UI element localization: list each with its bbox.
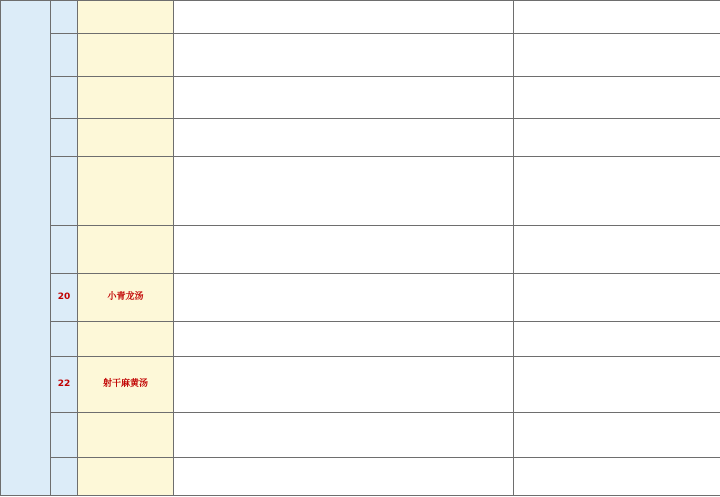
table-row [1, 34, 720, 77]
table-row [1, 458, 720, 496]
formula-composition [174, 274, 514, 322]
table-row [1, 322, 720, 357]
formula-name [78, 226, 174, 274]
row-number [51, 157, 78, 226]
table-row [1, 357, 720, 413]
row-number [51, 34, 78, 77]
table-row [1, 77, 720, 119]
formula-indication [514, 157, 720, 226]
row-number [51, 77, 78, 119]
formula-composition [174, 413, 514, 458]
formula-name [78, 77, 174, 119]
formula-name [78, 157, 174, 226]
formula-name: 小青龙汤 [78, 274, 174, 322]
formula-composition [174, 157, 514, 226]
formula-composition [174, 226, 514, 274]
table-row [1, 157, 720, 226]
formula-name [78, 413, 174, 458]
chapter-cell [1, 1, 51, 496]
formula-composition [174, 119, 514, 157]
formula-name [78, 1, 174, 34]
formula-indication [514, 77, 720, 119]
formula-composition [174, 1, 514, 34]
formula-indication [514, 322, 720, 357]
formula-composition [174, 77, 514, 119]
row-number [51, 458, 78, 496]
formula-name [78, 119, 174, 157]
table-row [1, 413, 720, 458]
row-number: 22 [51, 357, 78, 413]
formula-indication [514, 413, 720, 458]
table-row [1, 1, 720, 34]
formula-name [78, 458, 174, 496]
row-number [51, 413, 78, 458]
row-number: 20 [51, 274, 78, 322]
formula-indication [514, 119, 720, 157]
formula-indication [514, 34, 720, 77]
table-row [1, 226, 720, 274]
row-number [51, 1, 78, 34]
formula-indication [514, 274, 720, 322]
formula-name [78, 322, 174, 357]
table-row [1, 274, 720, 322]
row-number [51, 119, 78, 157]
formula-name [78, 34, 174, 77]
row-number [51, 322, 78, 357]
formula-composition [174, 34, 514, 77]
formula-indication [514, 1, 720, 34]
formula-composition [174, 357, 514, 413]
formula-indication [514, 226, 720, 274]
table-row [1, 119, 720, 157]
row-number [51, 226, 78, 274]
formula-indication [514, 458, 720, 496]
formula-indication [514, 357, 720, 413]
formula-composition [174, 458, 514, 496]
formula-name: 射干麻黄汤 [78, 357, 174, 413]
formula-composition [174, 322, 514, 357]
